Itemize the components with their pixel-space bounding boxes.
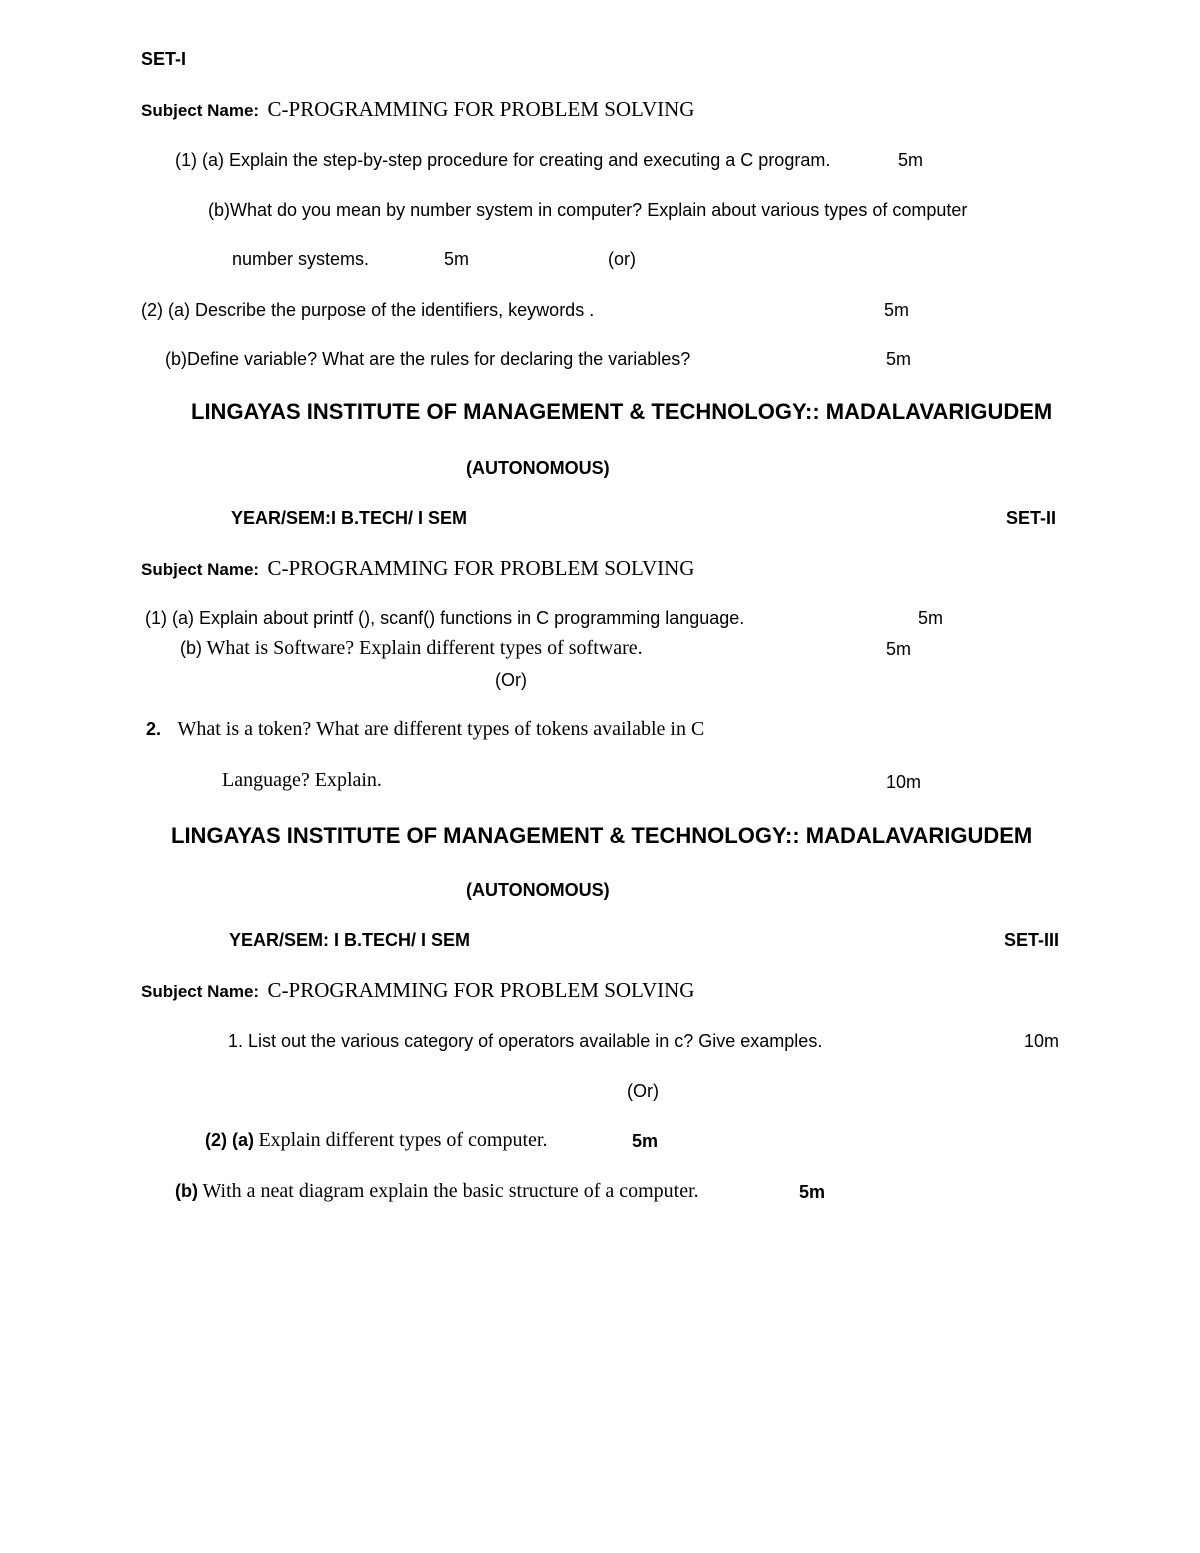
set3-q2b xyxy=(175,1181,699,1201)
set2-institute-heading: LINGAYAS INSTITUTE OF MANAGEMENT & TECHNOLOGY:: MADALAVARIGUDEM xyxy=(191,399,1053,424)
set3-institute-heading: LINGAYAS INSTITUTE OF MANAGEMENT & TECHNOLOGY:: MADALAVARIGUDEM xyxy=(171,823,1033,848)
set1-q1a-marks: 5m xyxy=(898,150,924,170)
set1-q2b: (b)Define variable? What are the rules for declaring the variables? xyxy=(165,349,691,369)
subject-name: C-PROGRAMMING FOR PROBLEM SOLVING xyxy=(267,97,695,121)
set1-q1b-marks: 5m xyxy=(444,249,470,269)
set2-autonomous: (AUTONOMOUS) xyxy=(466,458,610,478)
set2-q2-line1: What is a token? What are different types of tokens available in C xyxy=(177,718,705,740)
set1-or: (or) xyxy=(608,249,636,269)
set2-q1a-prefix: (1) (a) xyxy=(145,608,194,628)
set2-q2-prefix: 2. xyxy=(146,719,162,739)
set1-q2b-marks: 5m xyxy=(886,349,912,369)
set3-label: SET-III xyxy=(1004,930,1060,950)
set3-q1-marks: 10m xyxy=(1024,1031,1060,1051)
set3-q2a xyxy=(205,1130,547,1150)
set3-q1: 1. List out the various category of operators available in c? Give examples. xyxy=(228,1031,823,1051)
set1-q1b-line2: number systems. xyxy=(232,249,370,269)
subject-label: Subject Name: xyxy=(141,982,260,1001)
set2-q1b-marks: 5m xyxy=(886,639,912,659)
set2-q2 xyxy=(146,719,704,739)
set1-q2a-marks: 5m xyxy=(884,300,910,320)
subject-label: Subject Name: xyxy=(141,101,260,120)
set3-year-sem: YEAR/SEM: I B.TECH/ I SEM xyxy=(229,930,471,950)
set2-or: (Or) xyxy=(495,670,527,690)
set2-q2-line2: Language? Explain. xyxy=(222,769,382,791)
set3-q2a-marks: 5m xyxy=(632,1131,659,1151)
subject-name: C-PROGRAMMING FOR PROBLEM SOLVING xyxy=(267,556,695,580)
set2-q1a-marks: 5m xyxy=(918,608,944,628)
set2-q1b xyxy=(180,638,643,658)
set1-q1a: (1) (a) Explain the step-by-step procedure for creating and executing a C program. xyxy=(175,150,831,170)
set2-label: SET-II xyxy=(1006,508,1057,528)
set3-q2b-marks: 5m xyxy=(799,1182,826,1202)
set1-q2a: (2) (a) Describe the purpose of the identifiers, keywords . xyxy=(141,300,595,320)
set2-q1b-prefix: (b) xyxy=(180,638,202,658)
set3-q2b-prefix: (b) xyxy=(175,1181,198,1201)
set2-q1a xyxy=(145,609,744,627)
set2-q2-marks: 10m xyxy=(886,772,922,792)
set1-q1b-line1: (b)What do you mean by number system in computer? Explain about various types of computer xyxy=(208,200,968,220)
set2-year-sem: YEAR/SEM:I B.TECH/ I SEM xyxy=(231,508,468,528)
set3-q2a-prefix: (2) (a) xyxy=(205,1130,254,1150)
set2-subject-line xyxy=(141,558,694,579)
set3-subject-line xyxy=(141,980,694,1001)
set1-label: SET-I xyxy=(141,49,187,69)
set3-autonomous: (AUTONOMOUS) xyxy=(466,880,610,900)
subject-name: C-PROGRAMMING FOR PROBLEM SOLVING xyxy=(267,978,695,1002)
set3-q2a-text: Explain different types of computer. xyxy=(258,1129,548,1151)
set2-q1b-text: What is Software? Explain different types of software. xyxy=(206,637,643,659)
set2-q1a-text: Explain about printf (), scanf() functions in C programming language. xyxy=(199,608,745,628)
subject-label: Subject Name: xyxy=(141,560,260,579)
set1-subject-line xyxy=(141,99,694,120)
set3-q2b-text: With a neat diagram explain the basic structure of a computer. xyxy=(202,1180,699,1202)
set3-or: (Or) xyxy=(627,1081,659,1101)
